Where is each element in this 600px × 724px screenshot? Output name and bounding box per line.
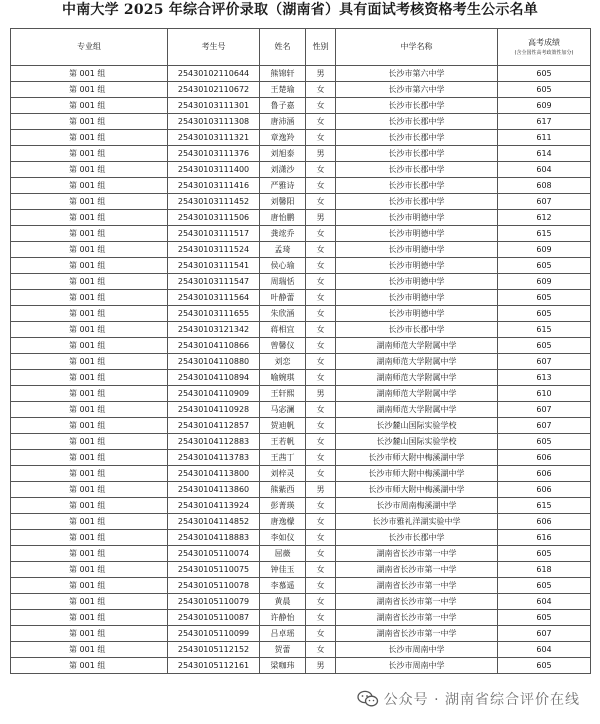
cell-group: 第 001 组 [11, 82, 168, 98]
cell-score: 605 [498, 546, 591, 562]
cell-name: 熊锦轩 [260, 66, 306, 82]
table-body [11, 66, 591, 674]
watermark-text: 公众号 · 湖南省综合评价在线 [383, 692, 580, 708]
cell-name: 王楚瑜 [260, 82, 306, 98]
cell-group: 第 001 组 [11, 210, 168, 226]
candidate-table [10, 28, 591, 674]
cell-school: 长沙市长郡中学 [336, 194, 498, 210]
table-row [11, 610, 591, 626]
cell-gender: 男 [306, 386, 336, 402]
cell-score: 605 [498, 306, 591, 322]
cell-exam-no: 25430103111547 [168, 274, 260, 290]
cell-school: 长沙市明德中学 [336, 258, 498, 274]
cell-group: 第 001 组 [11, 562, 168, 578]
cell-group: 第 001 组 [11, 98, 168, 114]
table-row [11, 402, 591, 418]
table-header-row [11, 29, 591, 66]
cell-score: 606 [498, 514, 591, 530]
cell-exam-no: 25430103111655 [168, 306, 260, 322]
cell-exam-no: 25430105112161 [168, 658, 260, 674]
cell-exam-no: 25430105110079 [168, 594, 260, 610]
cell-score: 609 [498, 242, 591, 258]
cell-school: 湖南省长沙市第一中学 [336, 610, 498, 626]
table-row [11, 498, 591, 514]
cell-score: 611 [498, 130, 591, 146]
cell-school: 长沙麓山国际实验学校 [336, 418, 498, 434]
cell-school: 长沙市周南中学 [336, 642, 498, 658]
table-row [11, 162, 591, 178]
cell-school: 湖南师范大学附属中学 [336, 402, 498, 418]
cell-score: 609 [498, 98, 591, 114]
table-row [11, 274, 591, 290]
table-row [11, 562, 591, 578]
cell-gender: 女 [306, 402, 336, 418]
cell-name: 贺蕾 [260, 642, 306, 658]
table-row [11, 482, 591, 498]
cell-gender: 女 [306, 562, 336, 578]
cell-group: 第 001 组 [11, 450, 168, 466]
cell-gender: 女 [306, 370, 336, 386]
cell-gender: 女 [306, 178, 336, 194]
cell-score: 605 [498, 658, 591, 674]
cell-name: 叶静蕾 [260, 290, 306, 306]
cell-score: 606 [498, 450, 591, 466]
cell-gender: 女 [306, 530, 336, 546]
cell-group: 第 001 组 [11, 610, 168, 626]
table-row [11, 210, 591, 226]
cell-name: 蒋相宜 [260, 322, 306, 338]
cell-group: 第 001 组 [11, 466, 168, 482]
cell-group: 第 001 组 [11, 642, 168, 658]
cell-exam-no: 25430103111517 [168, 226, 260, 242]
cell-name: 黄晨 [260, 594, 306, 610]
cell-score: 605 [498, 258, 591, 274]
cell-gender: 女 [306, 82, 336, 98]
cell-name: 王轩熙 [260, 386, 306, 402]
cell-gender: 女 [306, 290, 336, 306]
cell-school: 长沙麓山国际实验学校 [336, 434, 498, 450]
cell-gender: 女 [306, 434, 336, 450]
cell-school: 湖南省长沙市第一中学 [336, 594, 498, 610]
cell-group: 第 001 组 [11, 594, 168, 610]
cell-gender: 男 [306, 210, 336, 226]
cell-exam-no: 25430103111416 [168, 178, 260, 194]
cell-name: 王茜丁 [260, 450, 306, 466]
cell-exam-no: 25430103111524 [168, 242, 260, 258]
cell-gender: 女 [306, 98, 336, 114]
table-row [11, 178, 591, 194]
table-row [11, 546, 591, 562]
cell-exam-no: 25430104112883 [168, 434, 260, 450]
cell-gender: 女 [306, 226, 336, 242]
cell-name: 李慕遥 [260, 578, 306, 594]
cell-group: 第 001 组 [11, 146, 168, 162]
cell-group: 第 001 组 [11, 418, 168, 434]
cell-score: 612 [498, 210, 591, 226]
cell-gender: 女 [306, 578, 336, 594]
cell-name: 刘馨阳 [260, 194, 306, 210]
table-row [11, 66, 591, 82]
cell-group: 第 001 组 [11, 354, 168, 370]
cell-exam-no: 25430104113924 [168, 498, 260, 514]
cell-school: 湖南省长沙市第一中学 [336, 546, 498, 562]
cell-score: 615 [498, 322, 591, 338]
table-row [11, 290, 591, 306]
cell-name: 李如仪 [260, 530, 306, 546]
cell-name: 吕卓瑶 [260, 626, 306, 642]
cell-name: 许静怡 [260, 610, 306, 626]
cell-school: 长沙市师大附中梅溪湖中学 [336, 482, 498, 498]
cell-gender: 女 [306, 514, 336, 530]
cell-score: 606 [498, 466, 591, 482]
cell-score: 609 [498, 274, 591, 290]
cell-exam-no: 25430104114852 [168, 514, 260, 530]
cell-exam-no: 25430105110078 [168, 578, 260, 594]
table-row [11, 370, 591, 386]
cell-group: 第 001 组 [11, 386, 168, 402]
cell-score: 605 [498, 434, 591, 450]
cell-name: 唐逸檬 [260, 514, 306, 530]
table-row [11, 98, 591, 114]
cell-school: 长沙市长郡中学 [336, 114, 498, 130]
cell-name: 孟琦 [260, 242, 306, 258]
cell-group: 第 001 组 [11, 242, 168, 258]
cell-school: 长沙市明德中学 [336, 290, 498, 306]
cell-name: 刘潇沙 [260, 162, 306, 178]
cell-school: 长沙市周南中学 [336, 658, 498, 674]
cell-exam-no: 25430103111541 [168, 258, 260, 274]
cell-group: 第 001 组 [11, 226, 168, 242]
cell-exam-no: 25430104110894 [168, 370, 260, 386]
cell-name: 周瑞恬 [260, 274, 306, 290]
cell-name: 刘梓灵 [260, 466, 306, 482]
cell-group: 第 001 组 [11, 578, 168, 594]
cell-name: 熊紫西 [260, 482, 306, 498]
cell-school: 湖南师范大学附属中学 [336, 354, 498, 370]
cell-school: 湖南省长沙市第一中学 [336, 562, 498, 578]
cell-gender: 男 [306, 146, 336, 162]
table-row [11, 146, 591, 162]
header-score-note: (含全国性高考政策性加分) [514, 50, 574, 56]
cell-exam-no: 25430103121342 [168, 322, 260, 338]
cell-exam-no: 25430104110928 [168, 402, 260, 418]
cell-score: 605 [498, 290, 591, 306]
table-row [11, 530, 591, 546]
cell-exam-no: 25430103111506 [168, 210, 260, 226]
cell-gender: 女 [306, 114, 336, 130]
table-row [11, 578, 591, 594]
cell-exam-no: 25430103111376 [168, 146, 260, 162]
cell-name: 龚竤乔 [260, 226, 306, 242]
cell-gender: 男 [306, 658, 336, 674]
cell-group: 第 001 组 [11, 546, 168, 562]
cell-name: 梁咖玮 [260, 658, 306, 674]
cell-gender: 女 [306, 450, 336, 466]
cell-exam-no: 25430103111564 [168, 290, 260, 306]
table-row [11, 642, 591, 658]
cell-score: 608 [498, 178, 591, 194]
table-row [11, 386, 591, 402]
header-school: 中学名称 [336, 29, 498, 66]
cell-name: 刘旭泰 [260, 146, 306, 162]
cell-group: 第 001 组 [11, 194, 168, 210]
cell-name: 朱欣涵 [260, 306, 306, 322]
cell-exam-no: 25430104118883 [168, 530, 260, 546]
table-row [11, 82, 591, 98]
cell-score: 615 [498, 498, 591, 514]
watermark [357, 688, 580, 710]
cell-score: 604 [498, 594, 591, 610]
header-group: 专业组 [11, 29, 168, 66]
cell-school: 长沙市明德中学 [336, 210, 498, 226]
cell-score: 607 [498, 418, 591, 434]
cell-group: 第 001 组 [11, 498, 168, 514]
table-row [11, 418, 591, 434]
cell-group: 第 001 组 [11, 306, 168, 322]
cell-group: 第 001 组 [11, 322, 168, 338]
cell-school: 长沙市第六中学 [336, 66, 498, 82]
cell-name: 鲁子嘉 [260, 98, 306, 114]
header-exam-no: 考生号 [168, 29, 260, 66]
cell-school: 长沙市长郡中学 [336, 146, 498, 162]
cell-score: 617 [498, 114, 591, 130]
cell-group: 第 001 组 [11, 658, 168, 674]
cell-group: 第 001 组 [11, 162, 168, 178]
cell-school: 湖南省长沙市第一中学 [336, 626, 498, 642]
cell-exam-no: 25430102110672 [168, 82, 260, 98]
cell-gender: 女 [306, 546, 336, 562]
table-row [11, 354, 591, 370]
cell-score: 607 [498, 402, 591, 418]
cell-school: 长沙市长郡中学 [336, 322, 498, 338]
cell-exam-no: 25430103111301 [168, 98, 260, 114]
cell-name: 刘恋 [260, 354, 306, 370]
page-title: 中南大学 2025 年综合评价录取（湖南省）具有面试考核资格考生公示名单 [62, 2, 538, 18]
cell-name: 侯心瑜 [260, 258, 306, 274]
cell-score: 607 [498, 626, 591, 642]
cell-score: 605 [498, 610, 591, 626]
cell-score: 605 [498, 82, 591, 98]
cell-exam-no: 25430104113783 [168, 450, 260, 466]
table-row [11, 322, 591, 338]
cell-exam-no: 25430104110909 [168, 386, 260, 402]
cell-group: 第 001 组 [11, 514, 168, 530]
cell-gender: 女 [306, 466, 336, 482]
cell-gender: 女 [306, 194, 336, 210]
cell-exam-no: 25430102110644 [168, 66, 260, 82]
cell-group: 第 001 组 [11, 434, 168, 450]
cell-school: 湖南师范大学附属中学 [336, 370, 498, 386]
cell-name: 彭菁瑛 [260, 498, 306, 514]
header-score [498, 29, 591, 66]
cell-name: 严雅诗 [260, 178, 306, 194]
cell-name: 章逸羚 [260, 130, 306, 146]
cell-school: 湖南师范大学附属中学 [336, 386, 498, 402]
cell-school: 长沙市雅礼洋湖实验中学 [336, 514, 498, 530]
cell-exam-no: 25430103111321 [168, 130, 260, 146]
cell-school: 长沙市明德中学 [336, 306, 498, 322]
cell-gender: 女 [306, 274, 336, 290]
cell-score: 613 [498, 370, 591, 386]
table-row [11, 450, 591, 466]
cell-name: 马宓澜 [260, 402, 306, 418]
header-name: 姓名 [260, 29, 306, 66]
cell-name: 喻婉琪 [260, 370, 306, 386]
cell-school: 长沙市长郡中学 [336, 162, 498, 178]
cell-gender: 女 [306, 498, 336, 514]
cell-score: 616 [498, 530, 591, 546]
cell-gender: 女 [306, 306, 336, 322]
cell-score: 604 [498, 162, 591, 178]
cell-school: 长沙市明德中学 [336, 242, 498, 258]
cell-exam-no: 25430103111452 [168, 194, 260, 210]
cell-exam-no: 25430104110866 [168, 338, 260, 354]
cell-gender: 女 [306, 258, 336, 274]
cell-school: 长沙市第六中学 [336, 82, 498, 98]
cell-group: 第 001 组 [11, 114, 168, 130]
cell-name: 屈薇 [260, 546, 306, 562]
cell-score: 604 [498, 642, 591, 658]
cell-exam-no: 25430104112857 [168, 418, 260, 434]
cell-group: 第 001 组 [11, 626, 168, 642]
cell-exam-no: 25430103111400 [168, 162, 260, 178]
table-row [11, 514, 591, 530]
cell-score: 614 [498, 146, 591, 162]
cell-group: 第 001 组 [11, 258, 168, 274]
cell-group: 第 001 组 [11, 130, 168, 146]
cell-score: 606 [498, 482, 591, 498]
cell-gender: 男 [306, 482, 336, 498]
cell-school: 湖南师范大学附属中学 [336, 338, 498, 354]
cell-gender: 女 [306, 642, 336, 658]
table-row [11, 434, 591, 450]
cell-gender: 女 [306, 354, 336, 370]
cell-gender: 女 [306, 338, 336, 354]
cell-gender: 女 [306, 626, 336, 642]
cell-score: 610 [498, 386, 591, 402]
cell-school: 长沙市长郡中学 [336, 130, 498, 146]
cell-score: 607 [498, 354, 591, 370]
table-row [11, 242, 591, 258]
cell-gender: 女 [306, 162, 336, 178]
cell-score: 607 [498, 194, 591, 210]
cell-school: 长沙市长郡中学 [336, 98, 498, 114]
table-row [11, 338, 591, 354]
cell-score: 618 [498, 562, 591, 578]
cell-score: 605 [498, 338, 591, 354]
table-row [11, 194, 591, 210]
cell-name: 王若帆 [260, 434, 306, 450]
cell-exam-no: 25430104113800 [168, 466, 260, 482]
cell-school: 长沙市师大附中梅溪湖中学 [336, 466, 498, 482]
cell-group: 第 001 组 [11, 290, 168, 306]
cell-name: 唐沛涵 [260, 114, 306, 130]
table-row [11, 594, 591, 610]
cell-school: 长沙市明德中学 [336, 274, 498, 290]
cell-group: 第 001 组 [11, 530, 168, 546]
cell-name: 钟佳玉 [260, 562, 306, 578]
cell-school: 湖南省长沙市第一中学 [336, 578, 498, 594]
table-row [11, 114, 591, 130]
table-row [11, 626, 591, 642]
cell-score: 615 [498, 226, 591, 242]
cell-group: 第 001 组 [11, 178, 168, 194]
table-row [11, 658, 591, 674]
cell-gender: 女 [306, 130, 336, 146]
table-row [11, 226, 591, 242]
cell-gender: 女 [306, 242, 336, 258]
cell-exam-no: 25430104110880 [168, 354, 260, 370]
cell-gender: 女 [306, 418, 336, 434]
cell-school: 长沙市长郡中学 [336, 178, 498, 194]
cell-group: 第 001 组 [11, 66, 168, 82]
cell-gender: 男 [306, 66, 336, 82]
wechat-icon [357, 690, 379, 708]
header-gender: 性别 [306, 29, 336, 66]
cell-score: 605 [498, 578, 591, 594]
cell-gender: 女 [306, 322, 336, 338]
cell-exam-no: 25430105110075 [168, 562, 260, 578]
cell-exam-no: 25430104113860 [168, 482, 260, 498]
cell-exam-no: 25430103111308 [168, 114, 260, 130]
cell-score: 605 [498, 66, 591, 82]
cell-group: 第 001 组 [11, 482, 168, 498]
table-row [11, 130, 591, 146]
cell-group: 第 001 组 [11, 370, 168, 386]
cell-group: 第 001 组 [11, 274, 168, 290]
table-row [11, 466, 591, 482]
header-score-label: 高考成绩 [528, 38, 560, 47]
cell-school: 长沙市长郡中学 [336, 530, 498, 546]
cell-school: 长沙市周南梅溪湖中学 [336, 498, 498, 514]
cell-exam-no: 25430105110087 [168, 610, 260, 626]
cell-name: 曾馨仪 [260, 338, 306, 354]
cell-group: 第 001 组 [11, 338, 168, 354]
cell-gender: 女 [306, 594, 336, 610]
cell-exam-no: 25430105110099 [168, 626, 260, 642]
cell-gender: 女 [306, 610, 336, 626]
cell-school: 长沙市师大附中梅溪湖中学 [336, 450, 498, 466]
cell-exam-no: 25430105110074 [168, 546, 260, 562]
table-row [11, 258, 591, 274]
cell-school: 长沙市明德中学 [336, 226, 498, 242]
table-row [11, 306, 591, 322]
cell-group: 第 001 组 [11, 402, 168, 418]
cell-name: 贺迪帆 [260, 418, 306, 434]
cell-name: 唐怡鹏 [260, 210, 306, 226]
cell-exam-no: 25430105112152 [168, 642, 260, 658]
